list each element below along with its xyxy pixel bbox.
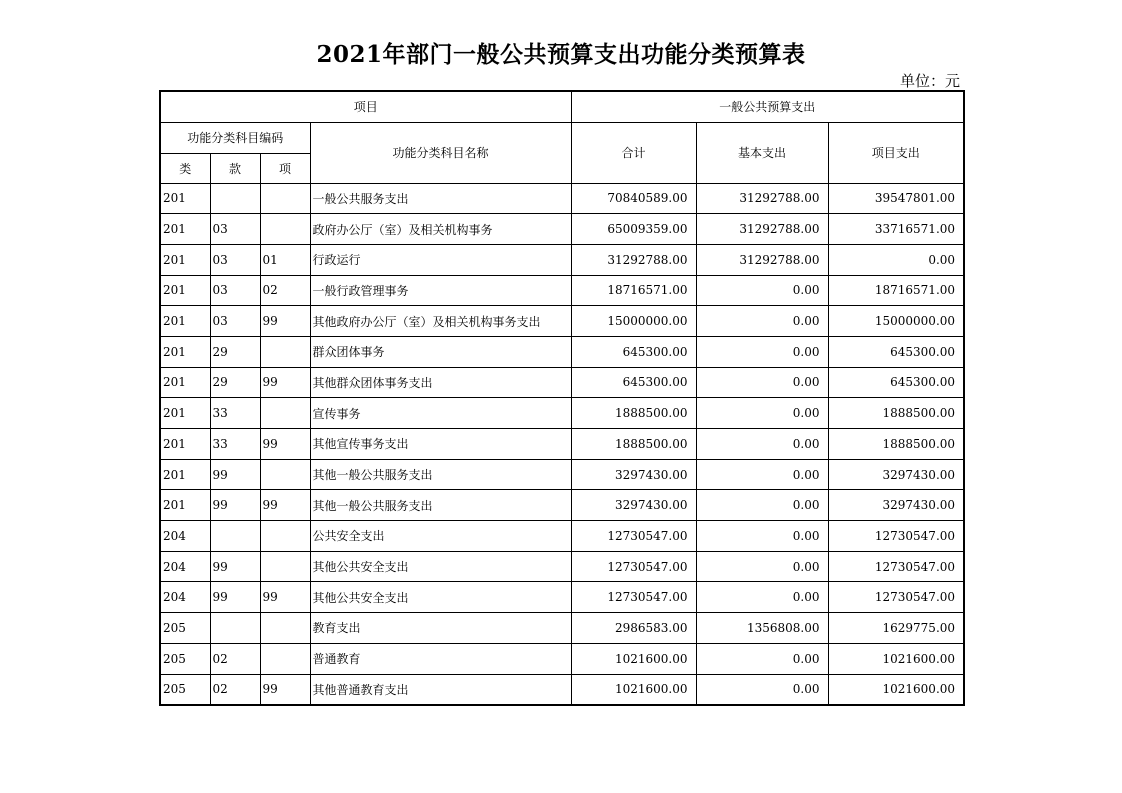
cell-basic: 0.00	[696, 275, 828, 306]
cell-project: 1629775.00	[828, 613, 964, 644]
cell-total: 65009359.00	[571, 214, 696, 245]
cell-kuan: 99	[210, 582, 260, 613]
header-name: 功能分类科目名称	[310, 122, 571, 183]
cell-total: 18716571.00	[571, 275, 696, 306]
cell-lei: 201	[160, 429, 210, 460]
header-project: 项目支出	[828, 122, 964, 183]
cell-project: 3297430.00	[828, 459, 964, 490]
table-row	[160, 214, 964, 245]
cell-name: 宣传事务	[310, 398, 571, 429]
cell-project: 33716571.00	[828, 214, 964, 245]
cell-name: 其他普通教育支出	[310, 674, 571, 705]
cell-xiang	[260, 459, 310, 490]
table-row	[160, 521, 964, 552]
cell-basic: 0.00	[696, 582, 828, 613]
cell-name: 一般行政管理事务	[310, 275, 571, 306]
cell-project: 15000000.00	[828, 306, 964, 337]
cell-name: 其他公共安全支出	[310, 551, 571, 582]
cell-basic: 0.00	[696, 459, 828, 490]
cell-kuan	[210, 183, 260, 214]
cell-kuan: 99	[210, 551, 260, 582]
cell-total: 1021600.00	[571, 643, 696, 674]
cell-xiang: 99	[260, 582, 310, 613]
cell-lei: 201	[160, 183, 210, 214]
cell-total: 12730547.00	[571, 521, 696, 552]
cell-lei: 201	[160, 244, 210, 275]
cell-xiang: 99	[260, 429, 310, 460]
cell-total: 12730547.00	[571, 582, 696, 613]
cell-basic: 31292788.00	[696, 214, 828, 245]
cell-name: 其他宣传事务支出	[310, 429, 571, 460]
cell-lei: 201	[160, 336, 210, 367]
cell-total: 2986583.00	[571, 613, 696, 644]
cell-project: 3297430.00	[828, 490, 964, 521]
cell-xiang	[260, 551, 310, 582]
cell-name: 其他公共安全支出	[310, 582, 571, 613]
cell-basic: 0.00	[696, 490, 828, 521]
cell-lei: 201	[160, 306, 210, 337]
cell-lei: 205	[160, 643, 210, 674]
cell-basic: 1356808.00	[696, 613, 828, 644]
cell-xiang	[260, 643, 310, 674]
cell-project: 645300.00	[828, 336, 964, 367]
cell-basic: 0.00	[696, 398, 828, 429]
cell-kuan: 03	[210, 275, 260, 306]
cell-total: 15000000.00	[571, 306, 696, 337]
cell-xiang: 99	[260, 490, 310, 521]
cell-xiang	[260, 613, 310, 644]
cell-basic: 0.00	[696, 643, 828, 674]
cell-lei: 201	[160, 275, 210, 306]
table-header	[160, 91, 964, 183]
cell-basic: 0.00	[696, 674, 828, 705]
table-body	[160, 183, 964, 705]
header-lei: 类	[160, 153, 210, 183]
cell-lei: 201	[160, 398, 210, 429]
table-row	[160, 459, 964, 490]
cell-total: 3297430.00	[571, 459, 696, 490]
cell-xiang	[260, 521, 310, 552]
cell-xiang: 99	[260, 674, 310, 705]
cell-total: 1021600.00	[571, 674, 696, 705]
cell-name: 其他一般公共服务支出	[310, 490, 571, 521]
cell-total: 645300.00	[571, 336, 696, 367]
cell-kuan: 02	[210, 643, 260, 674]
cell-kuan: 33	[210, 398, 260, 429]
cell-project: 1888500.00	[828, 398, 964, 429]
cell-lei: 204	[160, 551, 210, 582]
header-xiang: 项	[260, 153, 310, 183]
table-row	[160, 613, 964, 644]
cell-xiang: 02	[260, 275, 310, 306]
table-row	[160, 490, 964, 521]
cell-name: 一般公共服务支出	[310, 183, 571, 214]
cell-lei: 201	[160, 459, 210, 490]
cell-lei: 201	[160, 490, 210, 521]
table-row	[160, 429, 964, 460]
table-row	[160, 183, 964, 214]
cell-project: 12730547.00	[828, 521, 964, 552]
cell-project: 12730547.00	[828, 551, 964, 582]
table-row	[160, 367, 964, 398]
cell-xiang: 99	[260, 367, 310, 398]
cell-name: 群众团体事务	[310, 336, 571, 367]
cell-name: 其他一般公共服务支出	[310, 459, 571, 490]
cell-kuan: 29	[210, 336, 260, 367]
cell-lei: 204	[160, 521, 210, 552]
table-row	[160, 398, 964, 429]
cell-project: 0.00	[828, 244, 964, 275]
table-row	[160, 674, 964, 705]
budget-table	[159, 90, 965, 706]
cell-xiang	[260, 336, 310, 367]
table-row	[160, 643, 964, 674]
cell-kuan: 33	[210, 429, 260, 460]
header-code-group: 功能分类科目编码	[160, 122, 310, 153]
page-title: 2021年部门一般公共预算支出功能分类预算表	[316, 41, 806, 68]
cell-lei: 201	[160, 214, 210, 245]
cell-total: 1888500.00	[571, 398, 696, 429]
cell-name: 公共安全支出	[310, 521, 571, 552]
cell-total: 3297430.00	[571, 490, 696, 521]
cell-name: 其他政府办公厅（室）及相关机构事务支出	[310, 306, 571, 337]
cell-kuan: 29	[210, 367, 260, 398]
cell-total: 31292788.00	[571, 244, 696, 275]
table-row	[160, 244, 964, 275]
cell-basic: 0.00	[696, 429, 828, 460]
header-basic: 基本支出	[696, 122, 828, 183]
cell-basic: 0.00	[696, 336, 828, 367]
cell-basic: 31292788.00	[696, 244, 828, 275]
cell-kuan	[210, 613, 260, 644]
cell-project: 1021600.00	[828, 643, 964, 674]
cell-basic: 0.00	[696, 367, 828, 398]
cell-lei: 205	[160, 613, 210, 644]
cell-project: 39547801.00	[828, 183, 964, 214]
cell-total: 70840589.00	[571, 183, 696, 214]
unit-label: 单位：元	[899, 72, 960, 90]
cell-project: 1021600.00	[828, 674, 964, 705]
cell-kuan: 99	[210, 459, 260, 490]
cell-basic: 0.00	[696, 521, 828, 552]
cell-xiang: 99	[260, 306, 310, 337]
cell-name: 普通教育	[310, 643, 571, 674]
header-kuan: 款	[210, 153, 260, 183]
cell-name: 行政运行	[310, 244, 571, 275]
table-row	[160, 306, 964, 337]
cell-xiang	[260, 214, 310, 245]
cell-basic: 31292788.00	[696, 183, 828, 214]
cell-xiang	[260, 183, 310, 214]
cell-basic: 0.00	[696, 306, 828, 337]
header-item: 项目	[160, 91, 571, 122]
cell-project: 12730547.00	[828, 582, 964, 613]
cell-total: 12730547.00	[571, 551, 696, 582]
header-total: 合计	[571, 122, 696, 183]
cell-lei: 201	[160, 367, 210, 398]
cell-lei: 204	[160, 582, 210, 613]
cell-kuan	[210, 521, 260, 552]
cell-name: 教育支出	[310, 613, 571, 644]
cell-total: 1888500.00	[571, 429, 696, 460]
cell-xiang	[260, 398, 310, 429]
table-row	[160, 336, 964, 367]
cell-kuan: 03	[210, 214, 260, 245]
cell-name: 其他群众团体事务支出	[310, 367, 571, 398]
cell-name: 政府办公厅（室）及相关机构事务	[310, 214, 571, 245]
cell-kuan: 99	[210, 490, 260, 521]
cell-basic: 0.00	[696, 551, 828, 582]
table-row	[160, 275, 964, 306]
cell-kuan: 03	[210, 306, 260, 337]
header-general-budget: 一般公共预算支出	[571, 91, 964, 122]
cell-kuan: 02	[210, 674, 260, 705]
table-row	[160, 551, 964, 582]
cell-lei: 205	[160, 674, 210, 705]
cell-kuan: 03	[210, 244, 260, 275]
cell-project: 18716571.00	[828, 275, 964, 306]
cell-project: 645300.00	[828, 367, 964, 398]
cell-xiang: 01	[260, 244, 310, 275]
cell-total: 645300.00	[571, 367, 696, 398]
cell-project: 1888500.00	[828, 429, 964, 460]
table-row	[160, 582, 964, 613]
